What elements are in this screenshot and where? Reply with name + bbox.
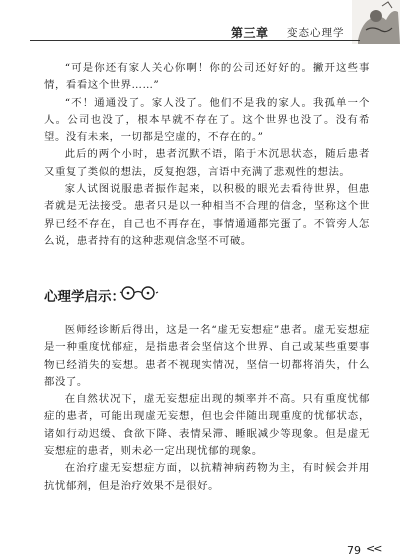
chapter-title: 变态心理学 (287, 27, 345, 39)
insight-paragraph: 在自然状况下，虚无妄想症出现的频率并不高。只有重度忧郁症的患者，可能出现虚无妄想，但也会伴随出现重度的忧郁状态，诸如行动迟缓、食欲下降、表情呆滞、睡眠减少等现象。但是虚无妄想症的患者，则未必一定出现忧郁的现象。 (44, 393, 370, 458)
page-number: 79 (347, 544, 361, 557)
section-title: 心理学启示： (44, 289, 125, 305)
chapter-label: 第三章 (231, 26, 269, 40)
ornament-illustration-icon (352, 0, 400, 44)
insight-paragraph: 医师经诊断后得出，这是一名“虚无妄想症”患者。虚无妄想症是一种重度忧郁症，是指患者会坚信这个世界、自己或某些重要事物已经消失的妄想。患者不视现实情况，坚信一切都将消失，什么都没了。 (44, 324, 370, 388)
insight-text (44, 322, 370, 495)
story-paragraph: “可是你还有家人关心你啊！你的公司还好好的。撇开这些事情，看看这个世界……” (44, 62, 370, 92)
insight-paragraph: 在治疗虚无妄想症方面，以抗精神病药物为主，有时候会并用抗忧郁剂，但是治疗效果不是很好。 (44, 462, 370, 492)
page-chevron-icon: << (366, 542, 381, 555)
header-rule (30, 40, 360, 41)
story-paragraph: 家人试图说服患者振作起来，以积极的眼光去看待世界，但患者就是无法接受。患者只是以一种相当不合理的信念，坚称这个世界已经不存在，自己也不再存在，事情通通都完蛋了。不管旁人怎么说，患者持有的这种悲观信念坚不可破。 (44, 183, 370, 247)
glasses-icon (118, 285, 160, 301)
story-text (44, 60, 370, 250)
page-header (0, 0, 400, 42)
story-paragraph: “不！通通没了。家人没了。他们不是我的家人。我孤单一个人。公司也没了，根本早就不存在了。这个世界也没了。没有希望。没有未来，一切都是空虚的，不存在的。” (44, 96, 370, 144)
story-paragraph: 此后的两个小时，患者沉默不语，陷于木沉思状态，随后患者又重复了类似的想法，反复抱怨，言语中充满了悲观性的想法。 (44, 148, 370, 178)
